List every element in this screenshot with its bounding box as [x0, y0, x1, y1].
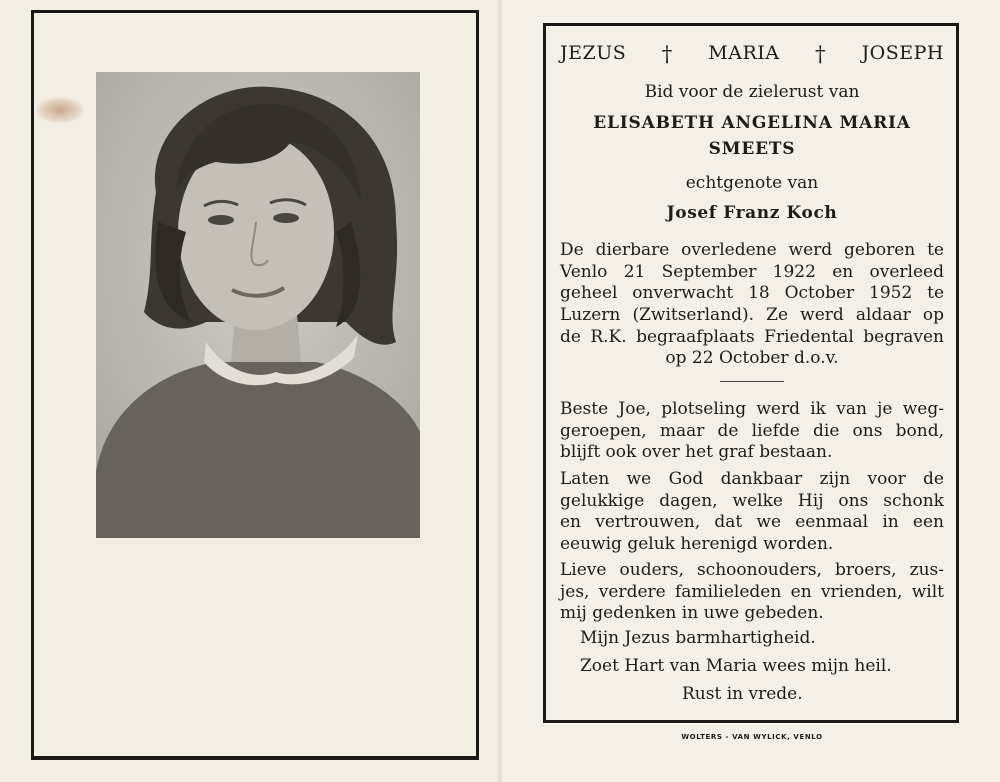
deceased-name-line2: SMEETS [708, 139, 796, 159]
message-line: Lieve ouders, schoonouders, broers, zus- [560, 560, 944, 580]
cross-icon: † [661, 42, 673, 66]
printer-imprint: WOLTERS - VAN WYLICK, VENLO [681, 733, 823, 741]
bio-line: geheel onverwacht 18 October 1952 te [560, 283, 944, 304]
bio-line: Venlo 21 September 1922 en overleed [560, 261, 944, 282]
portrait-illustration [96, 72, 420, 538]
portrait-photo [96, 72, 420, 538]
spouse-label: echtgenote van [685, 173, 819, 193]
message-line: jes, verdere familieleden en vrienden, wilt [560, 581, 944, 602]
message-paragraph-2 [560, 469, 944, 556]
message-line: geroepen, maar de liefde die ons bond, [560, 420, 944, 441]
deceased-name-line1: ELISABETH ANGELINA MARIA [593, 113, 911, 133]
cross-icon: † [815, 42, 827, 66]
message-line: gelukkige dagen, welke Hij ons schonk [560, 490, 944, 511]
message-paragraph-3 [560, 560, 944, 625]
prayer-request: Bid voor de zielerust van [644, 82, 860, 102]
header-joseph: JOSEPH [861, 42, 944, 64]
message-line: eeuwig geluk herenigd worden. [560, 534, 834, 555]
closing-line-2: Zoet Hart van Maria wees mijn heil. [580, 656, 892, 676]
message-line: Laten we God dankbaar zijn voor de [560, 469, 944, 489]
spouse-name: Josef Franz Koch [666, 203, 838, 223]
card-fold [498, 0, 502, 782]
divider-rule [720, 381, 784, 382]
header-jezus: JEZUS [560, 42, 627, 64]
closing-line-3: Rust in vrede. [682, 684, 803, 704]
bio-line: de R.K. begraafplaats Friedental begraven [560, 326, 944, 347]
bio-line: Luzern (Zwitserland). Ze werd aldaar op [560, 305, 944, 326]
header-maria: MARIA [708, 42, 780, 64]
message-line: mij gedenken in uwe gebeden. [560, 603, 824, 624]
message-line: blijft ook over het graf bestaan. [560, 442, 833, 463]
biography-paragraph [560, 240, 944, 370]
bio-line: De dierbare overledene werd geboren te [560, 240, 944, 260]
bio-line: op 22 October d.o.v. [665, 348, 839, 369]
header-names [560, 42, 944, 66]
message-line: en vertrouwen, dat we eenmaal in een [560, 512, 944, 533]
message-line: Beste Joe, plotseling werd ik van je weg- [560, 399, 944, 419]
message-paragraph-1 [560, 399, 944, 464]
closing-line-1: Mijn Jezus barmhartigheid. [580, 628, 816, 648]
